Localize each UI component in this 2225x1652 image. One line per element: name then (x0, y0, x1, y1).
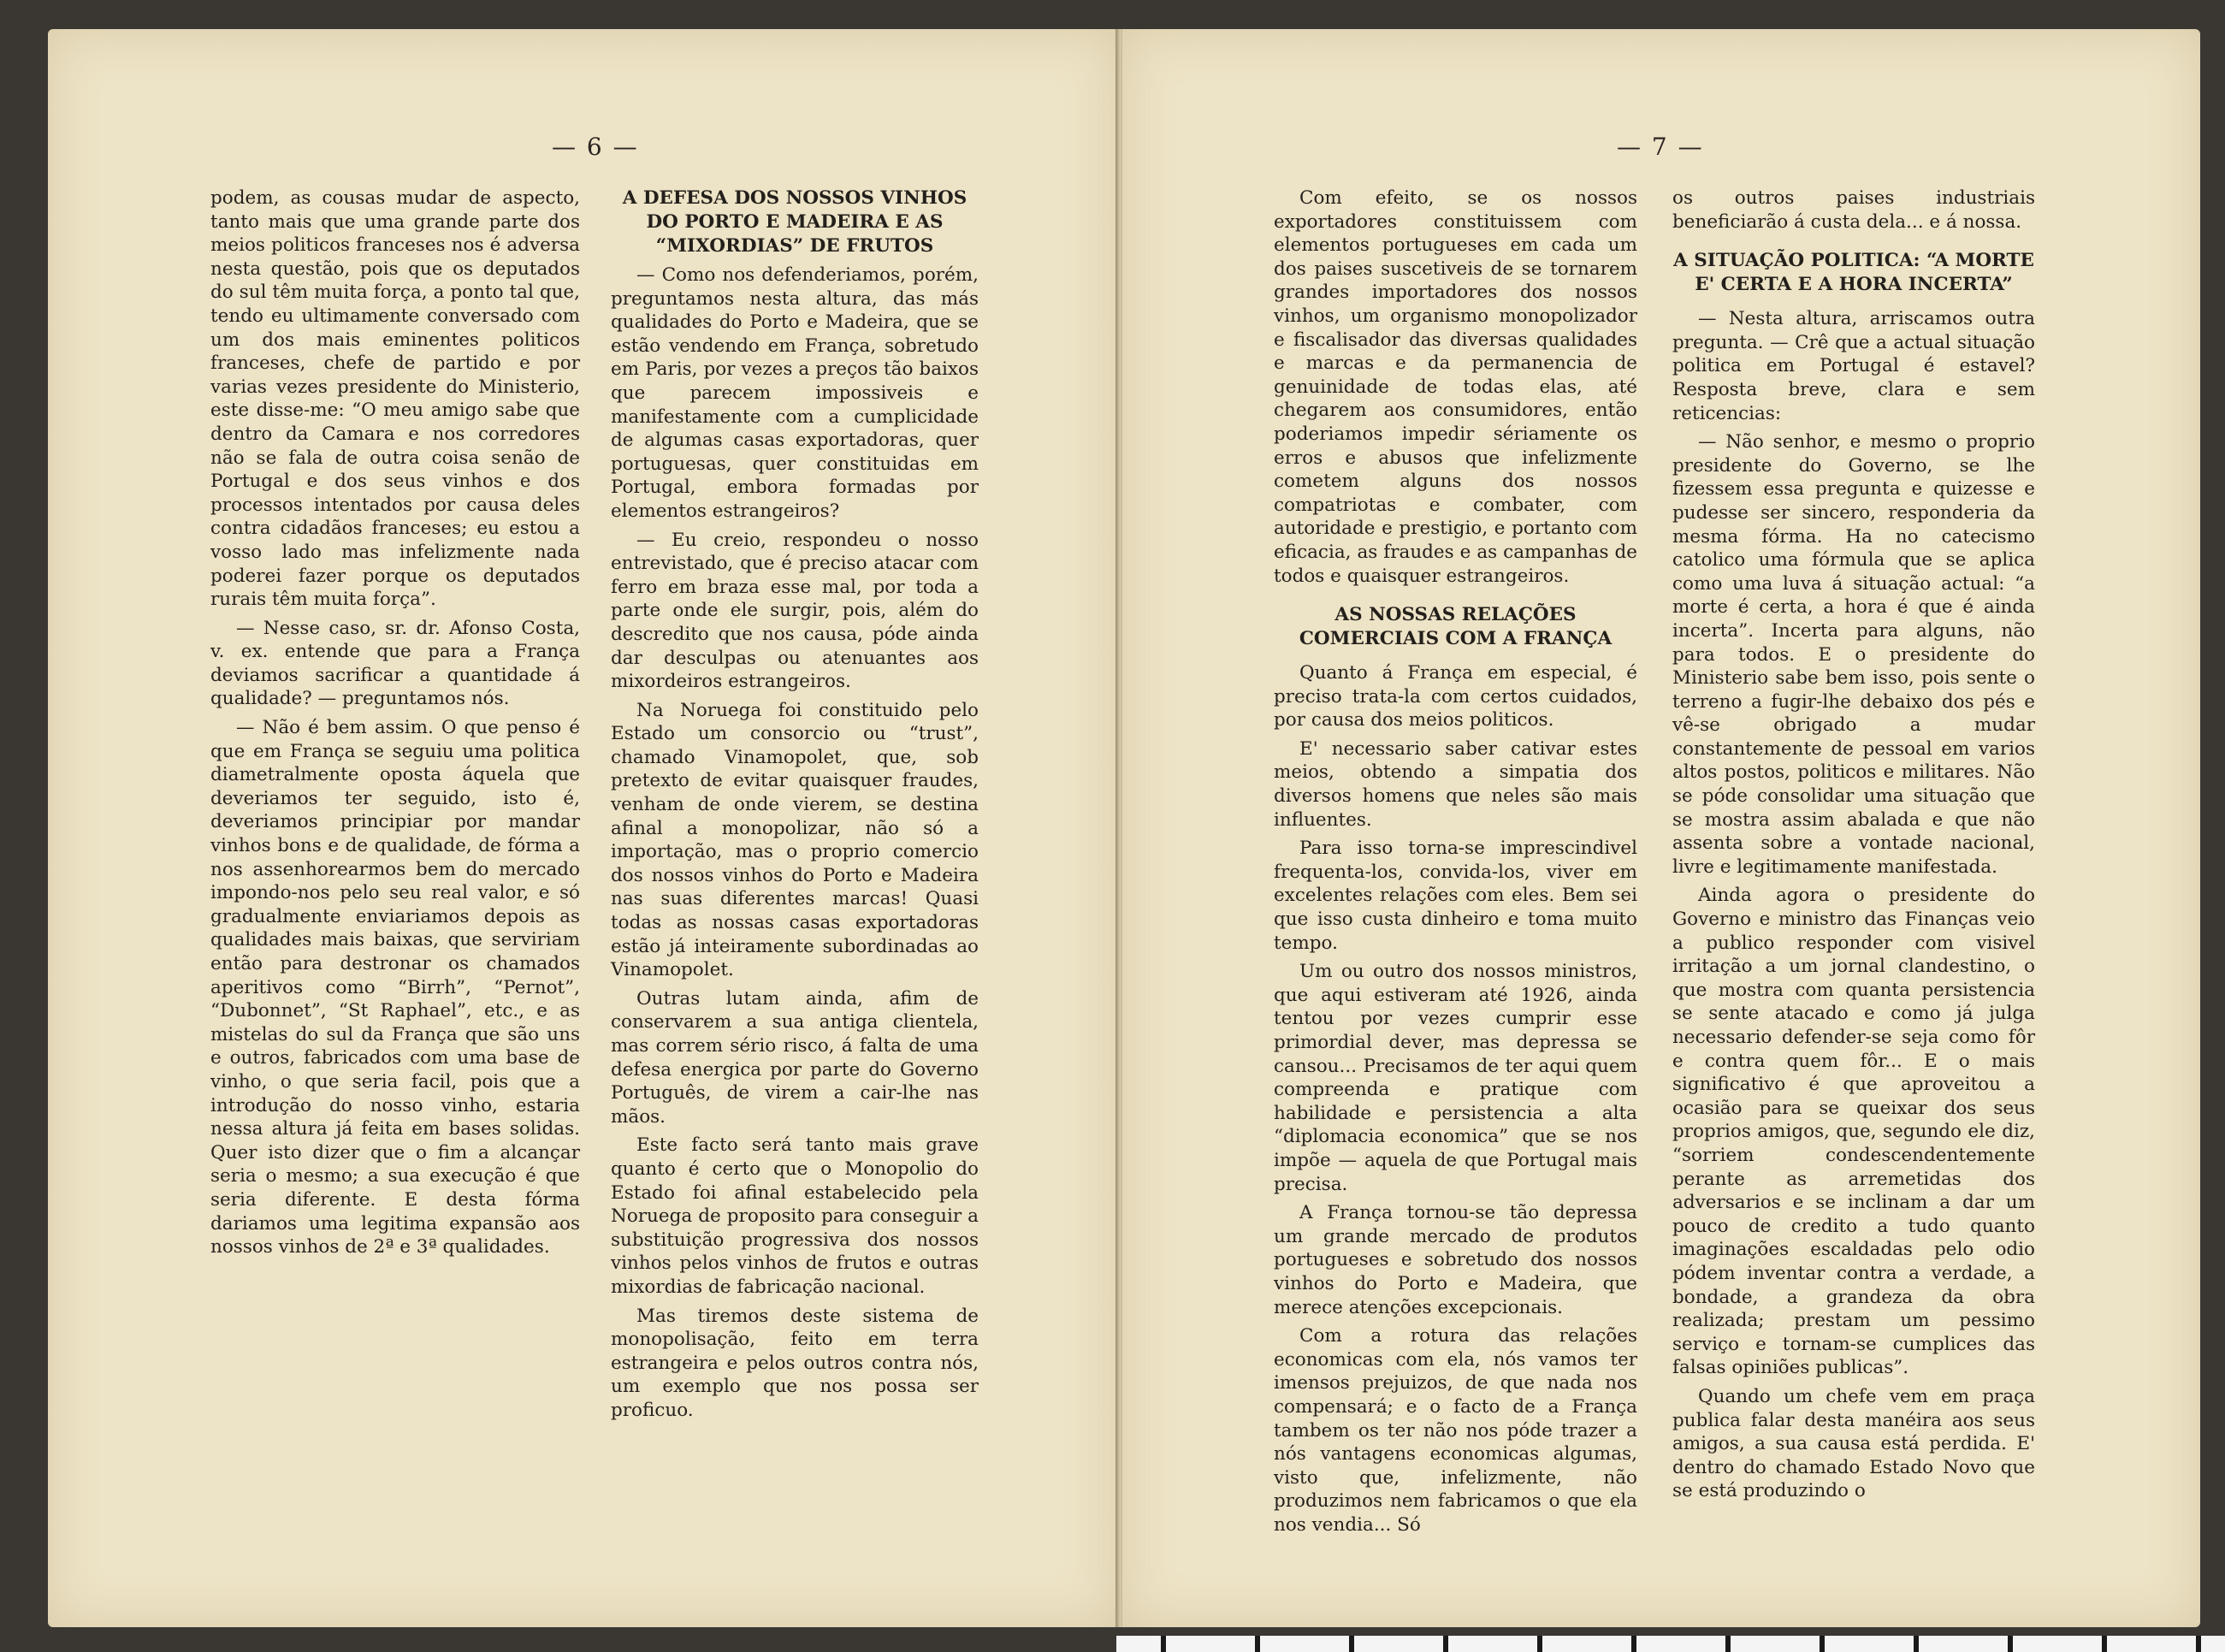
paragraph: Para isso torna-se imprescindivel frequenta-los, convida-los, viver em excelentes relações com eles. Bem sei que isso custa dinheiro e toma muito tempo. (1274, 838, 1637, 954)
paragraph: — Nesse caso, sr. dr. Afonso Costa, v. ex. entende que para a França deviamos sacrificar a quantidade á qualidade? — preguntamos nós. (210, 617, 580, 710)
paragraph: Um ou outro dos nossos ministros, que aqui estiveram até 1926, ainda tentou por vezes cumprir esse primordial dever, mas depressa se cansou... Precisamos de ter aqui quem compreenda e pratique com habilidade e persistencia a alta “diplomacia economica” que se nos impõe — aquela de que Portugal mais precisa. (1274, 961, 1637, 1195)
right-column-1 (1274, 187, 1637, 1537)
paragraph: Este facto será tanto mais grave quanto é certo que o Monopolio do Estado foi afinal estabelecido pela Noruega de proposito para conseguir a substituição progressiva dos nossos vinhos pelos vinhos de frutos e outras mixordias de fabricação nacional. (611, 1134, 979, 1298)
page-number-right: — 7 — (1617, 133, 1704, 161)
paragraph: — Não senhor, e mesmo o proprio presidente do Governo, se lhe fizessem essa pregunta e quizesse e pudesse ser sincero, responderia da mesma fórma. Ha no catecismo catolico uma fórmula que se aplica como uma luva á situação actual: “a morte é certa, a hora é que é ainda incerta”. Incerta para alguns, não para todos. E o presidente do Ministerio sabe bem isso, pois sente o terreno a fugir-lhe debaixo dos pés e vê-se obrigado a mudar constantemente de pessoal em varios altos postos, politicos e militares. Não se póde consolidar uma situação que se mostra assim abalada e que não assenta sobre a vontade nacional, livre e legitimamente manifestada. (1672, 431, 2035, 878)
left-column-1 (210, 187, 580, 1259)
paragraph: Quanto á França em especial, é preciso trata-la com certos cuidados, por causa dos meios politicos. (1274, 662, 1637, 731)
paragraph: Quando um chefe vem em praça publica falar desta manéira aos seus amigos, a sua causa está perdida. E' dentro do chamado Estado Novo que se está produzindo o (1672, 1385, 2035, 1502)
section-heading: A DEFESA DOS NOSSOS VINHOS DO PORTO E MADEIRA E AS “MIXORDIAS” DE FRUTOS (622, 187, 968, 257)
paragraph: Mas tiremos deste sistema de monopolisação, feito em terra estrangeira e pelos outros contra nós, um exemplo que nos possa ser proficuo. (611, 1305, 979, 1421)
paragraph: — Eu creio, respondeu o nosso entrevistado, que é preciso atacar com ferro em braza esse mal, por toda a parte onde ele surgir, pois, além do descredito que nos causa, póde ainda dar desculpas ou atenuantes aos mixordeiros estrangeiros. (611, 529, 979, 693)
paragraph: — Não é bem assim. O que penso é que em França se seguiu uma politica diametralmente oposta áquela que deveriamos ter seguido, isto é, deveriamos principiar por mandar vinhos bons e de qualidade, de fórma a nos assenhorearmos bem do mercado impondo-nos pelo seu real valor, e só gradualmente enviariamos depois as qualidades mais baixas, que serviriam então para destronar os chamados aperitivos como “Birrh”, “Pernot”, “Dubonnet”, “St Raphael”, etc., e as mistelas do sul da França que são uns e outros, fabricados com uma base de vinho, o que seria facil, pois que a introdução do nosso vinho, estaria nessa altura já feita em bases solidas. Quer isto dizer que o fim a alcançar seria o mesmo; a sua execução é que seria diferente. E desta fórma dariamos uma legitima expansão aos nossos vinhos de 2ª e 3ª qualidades. (210, 717, 580, 1258)
paragraph: — Nesta altura, arriscamos outra pregunta. — Crê que a actual situação politica em Portugal é estavel? Resposta breve, clara e sem reticencias: (1672, 308, 2035, 424)
paragraph: E' necessario saber cativar estes meios, obtendo a simpatia dos diversos homens que neles são mais influentes. (1274, 737, 1637, 831)
right-column-2 (1672, 187, 2035, 1503)
section-heading: AS NOSSAS RELAÇÕES COMERCIAIS COM A FRANÇA (1299, 604, 1613, 650)
paragraph: Na Noruega foi constituido pelo Estado um consorcio ou “trust”, chamado Vinamopolet, que, sob pretexto de evitar quaisquer fraudes, venham de onde vierem, se destina afinal a monopolizar, não só a importação, mas o proprio comercio dos nossos vinhos do Porto e Madeira nas suas diferentes marcas! Quasi todas as nossas casas exportadoras estão já inteiramente subordinadas ao Vinamopolet. (611, 699, 979, 981)
page-number-left: — 6 — (552, 133, 639, 161)
scale-ruler (1116, 1636, 2225, 1652)
paragraph: Com a rotura das relações economicas com ela, nós vamos ter imensos prejuizos, de que nada nos compensará; e o facto de a França tambem os ter não nos póde trazer a nós vantagens economicas algumas, visto que, infelizmente, não produzimos nem fabricamos o que ela nos vendia... Só (1274, 1325, 1637, 1536)
section-heading: A SITUAÇÃO POLITICA: “A MORTE E' CERTA E A HORA INCERTA” (1673, 250, 2034, 296)
left-column-2 (611, 187, 979, 1423)
paragraph: A França tornou-se tão depressa um grande mercado de produtos portugueses e sobretudo dos nossos vinhos do Porto e Madeira, que merece atenções excepcionais. (1274, 1202, 1637, 1318)
paragraph: Com efeito, se os nossos exportadores constituissem com elementos portugueses em cada um dos paises suscetiveis de se tornarem grandes importadores dos nossos vinhos, um organismo monopolizador e fiscalisador das diversas qualidades e marcas e da permanencia de genuinidade de todas elas, até chegarem aos consumidores, então poderiamos impedir sériamente os erros e abusos que infelizmente cometem alguns dos nossos compatriotas e combater, com autoridade e prestigio, e portanto com eficacia, as fraudes e as campanhas de todos e quaisquer estrangeiros. (1274, 187, 1637, 587)
paragraph: os outros paises industriais beneficiarão á custa dela... e á nossa. (1672, 187, 2035, 233)
paragraph: — Como nos defenderiamos, porém, preguntamos nesta altura, das más qualidades do Porto e Madeira, que se estão vendendo em França, sobretudo em Paris, por vezes a preços tão baixos que parecem impossiveis e manifestamente com a cumplicidade de algumas casas exportadoras, quer portuguesas, quer constituidas em Portugal, embora formadas por elementos estrangeiros? (611, 264, 979, 522)
paragraph: Outras lutam ainda, afim de conservarem a sua antiga clientela, mas correm sério risco, á falta de uma defesa energica por parte do Governo Português, de virem a cair-lhe nas mãos. (611, 987, 979, 1128)
paragraph: Ainda agora o presidente do Governo e ministro das Finanças veio a publico responder com visivel irritação a um jornal clandestino, o que mostra com quanta persistencia se sente atacado e como já julga necessario defender-se seja como fôr e contra quem fôr... E o mais significativo é que aproveitou a ocasião para se queixar dos seus proprios amigos, que, segundo ele diz, “sorriem condescendentemente perante as arremetidas dos adversarios e se inclinam a dar um pouco de credito a tudo quanto imaginações escaldadas pelo odio pódem inventar contra a verdade, a bondade, a grandeza da obra realizada; prestam um pessimo serviço e tornam-se cumplices das falsas opiniões publicas”. (1672, 885, 2035, 1379)
paragraph: podem, as cousas mudar de aspecto, tanto mais que uma grande parte dos meios politicos franceses nos é adversa nesta questão, pois que os deputados do sul têm muita força, a ponto tal que, tendo eu ultimamente conversado com um dos mais eminentes politicos franceses, chefe de partido e por varias vezes presidente do Ministerio, este disse-me: “O meu amigo sabe que dentro da Camara e nos corredores não se fala de outra coisa senão de Portugal e dos seus vinhos e dos processos intentados por causa deles contra cidadãos franceses; eu estou a vosso lado mas infelizmente nada poderei fazer porque os deputados rurais têm muita força”. (210, 187, 580, 611)
